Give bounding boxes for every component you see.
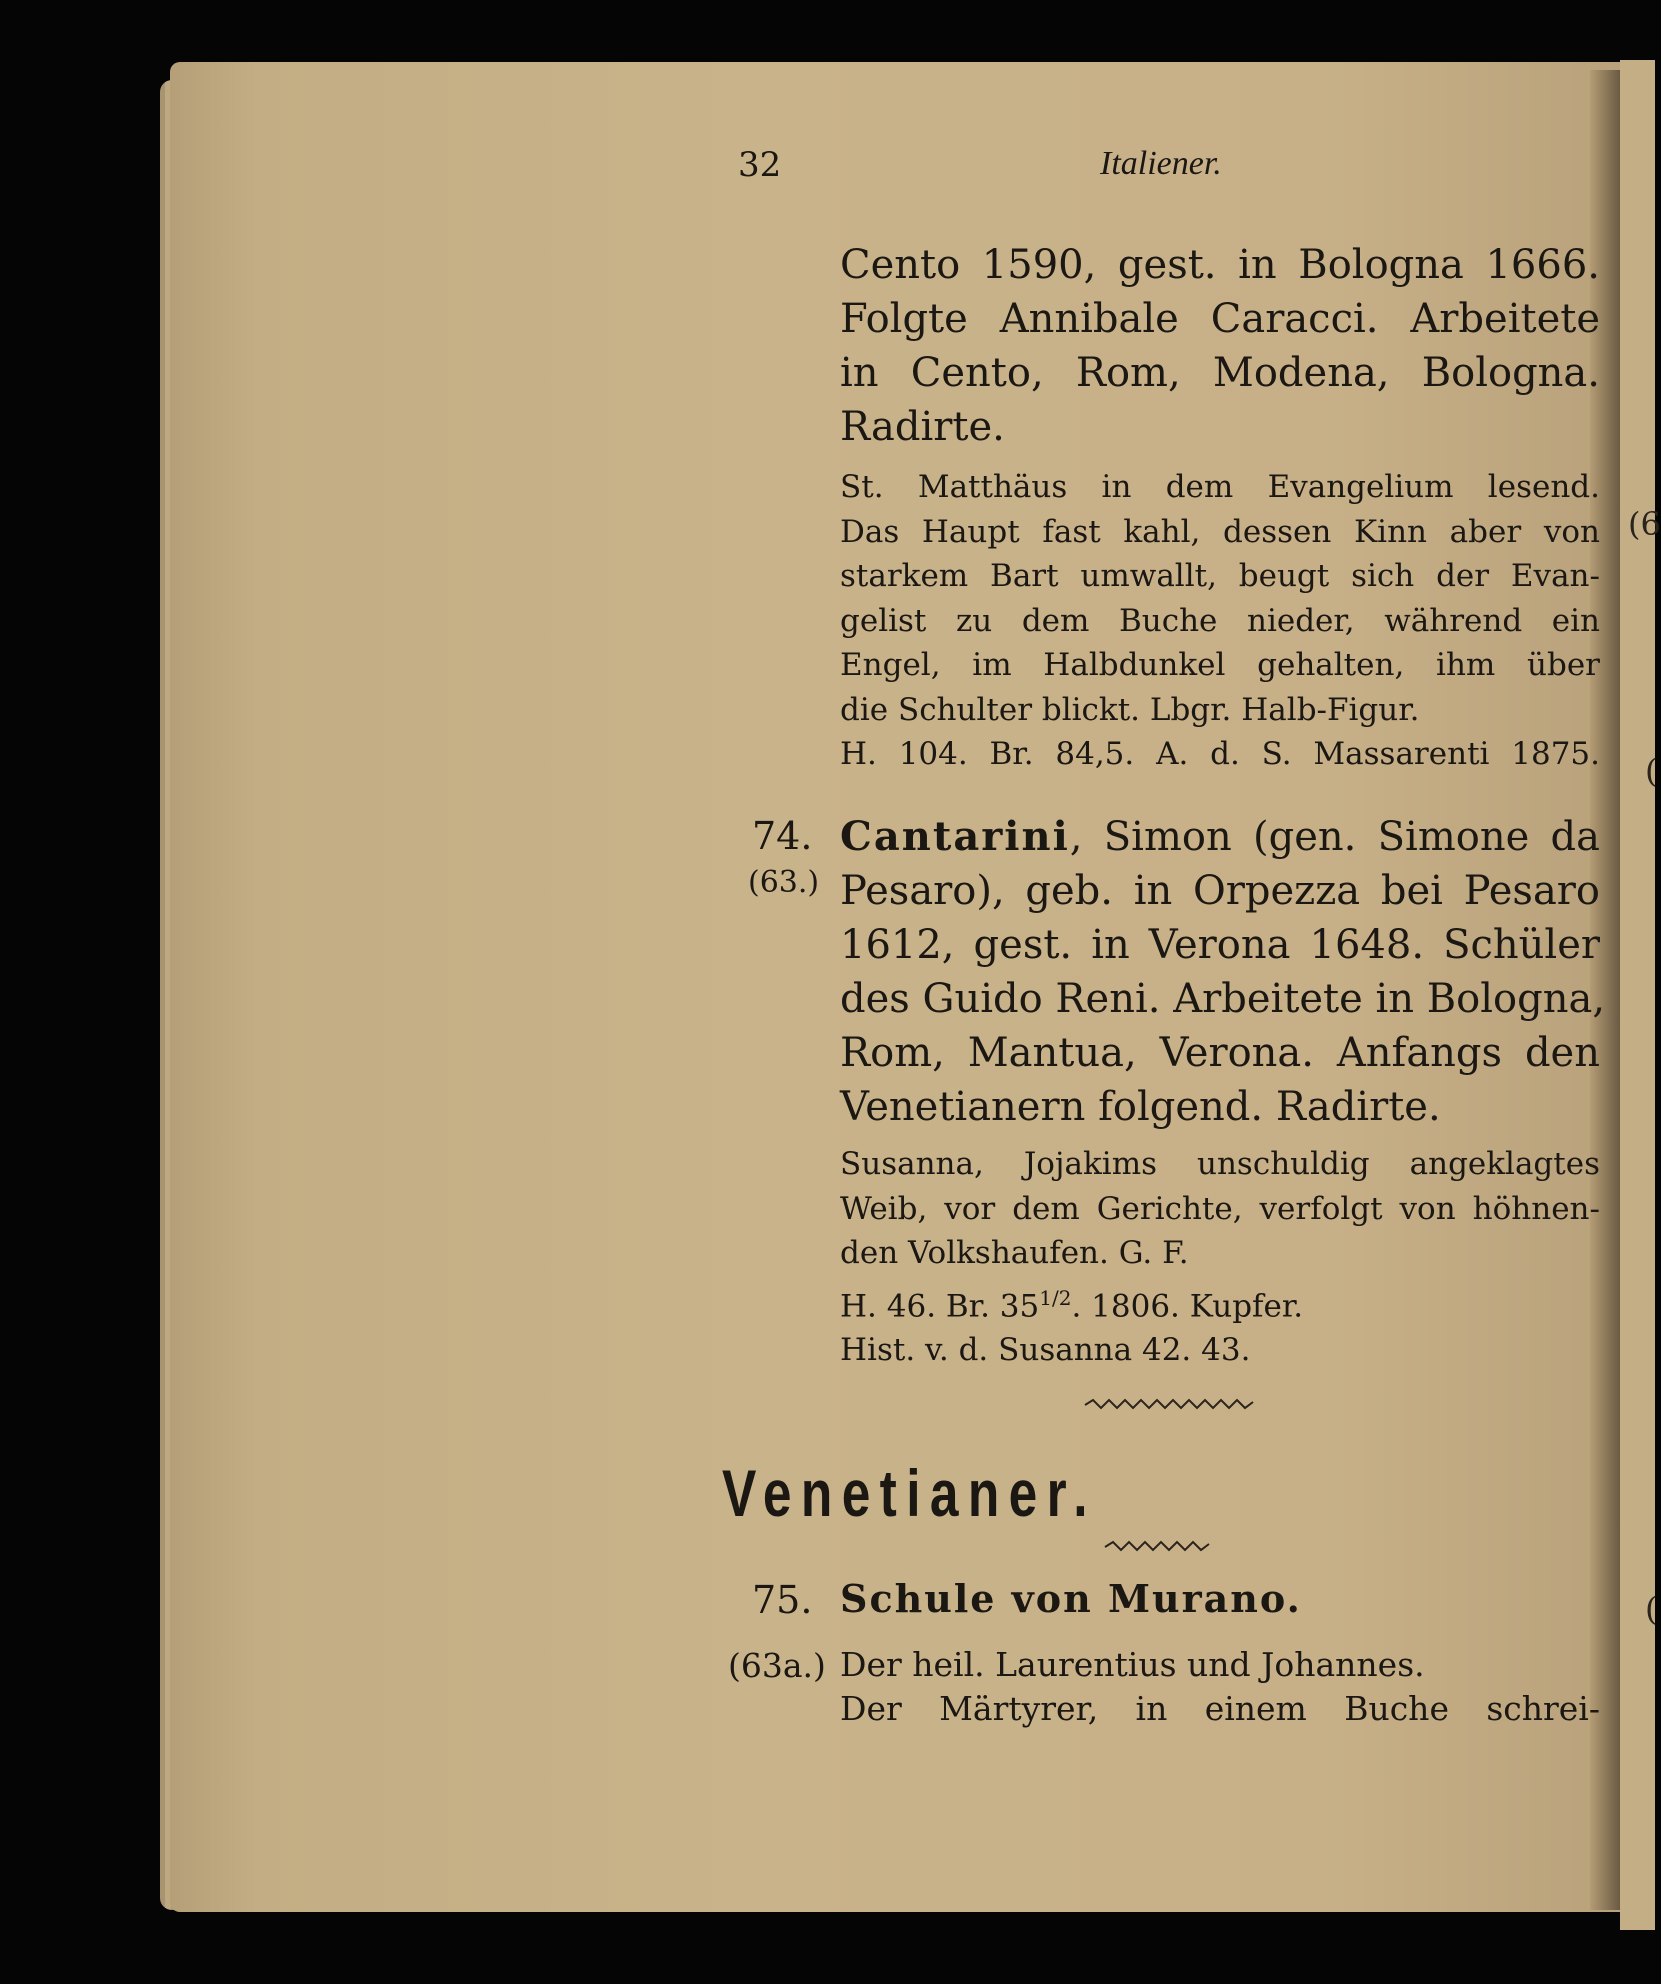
text-line: Pesaro), geb. in Orpezza bei Pesaro [840, 868, 1600, 914]
text-line: in Cento, Rom, Modena, Bologna. [840, 350, 1600, 396]
text-line: Cento 1590, gest. in Bologna 1666. [840, 242, 1600, 288]
entry-number: 75. [752, 1578, 813, 1622]
old-entry-number: (63.) [748, 865, 820, 900]
text-line: starkem Bart umwallt, beugt sich der Evan- [840, 558, 1600, 594]
text-line: Weib, vor dem Gerichte, verfolgt von höhnen- [840, 1190, 1600, 1227]
text-line: H. 104. Br. 84,5. A. d. S. Massarenti 1875. [840, 736, 1600, 772]
facing-page-fragment: ( [1645, 1590, 1658, 1628]
ornament-divider-small [1105, 1540, 1215, 1554]
text-line: Das Haupt fast kahl, dessen Kinn aber von [840, 513, 1600, 550]
entry-number: 74. [752, 814, 813, 858]
entry-73-description [840, 465, 1600, 777]
facing-page-fragment: ( [1645, 752, 1658, 790]
entry-75-description [840, 1643, 1600, 1731]
text-line: Rom, Mantua, Verona. Anfangs den [840, 1030, 1600, 1076]
text-line: Der Märtyrer, in einem Buche schrei- [840, 1689, 1600, 1728]
text-line: den Volkshaufen. G. F. [840, 1235, 1189, 1271]
text-line [840, 810, 1600, 864]
text-fragment: . 1806. Kupfer. [1071, 1287, 1304, 1324]
text-line: 1612, gest. in Verona 1648. Schüler [840, 922, 1600, 968]
text-line: Venetianern folgend. Radirte. [840, 1084, 1441, 1130]
text-fragment: H. 46. Br. 35 [840, 1287, 1040, 1324]
facing-page-edge [1620, 60, 1658, 1930]
running-title: Italiener. [1100, 145, 1222, 182]
artist-name: Cantarini [840, 813, 1070, 860]
section-title: Venetianer. [722, 1456, 1097, 1530]
fraction: 1/2 [1039, 1285, 1072, 1310]
entry-74-description [840, 1142, 1600, 1373]
text-fragment: , Simon (gen. Simone da [1069, 814, 1600, 860]
text-line: gelist zu dem Buche nieder, während ein [840, 602, 1600, 639]
text-line: St. Matthäus in dem Evangelium lesend. [840, 469, 1600, 505]
page-number: 32 [738, 145, 782, 185]
text-line: Folgte Annibale Caracci. Arbeitete [840, 296, 1600, 342]
school-name: Schule von Murano. [840, 1576, 1302, 1621]
text-line: Susanna, Jojakims unschuldig angeklagtes [840, 1146, 1600, 1182]
measurements-line [840, 1276, 1600, 1329]
entry-74-biography [840, 810, 1606, 1134]
text-line: Radirte. [840, 404, 1005, 450]
text-line: Engel, im Halbdunkel gehalten, ihm über [840, 647, 1600, 683]
facing-page-fragment: (6 [1628, 505, 1661, 543]
text-line: Der heil. Laurentius und Johannes. [840, 1645, 1425, 1684]
text-line: des Guido Reni. Arbeitete in Bologna, [840, 976, 1606, 1022]
old-entry-number: (63a.) [728, 1646, 826, 1685]
entry-73-biography [840, 238, 1600, 454]
ornament-divider [1085, 1398, 1255, 1412]
text-line: die Schulter blickt. Lbgr. Halb-Figur. [840, 691, 1420, 728]
reference-line: Hist. v. d. Susanna 42. 43. [840, 1332, 1251, 1369]
